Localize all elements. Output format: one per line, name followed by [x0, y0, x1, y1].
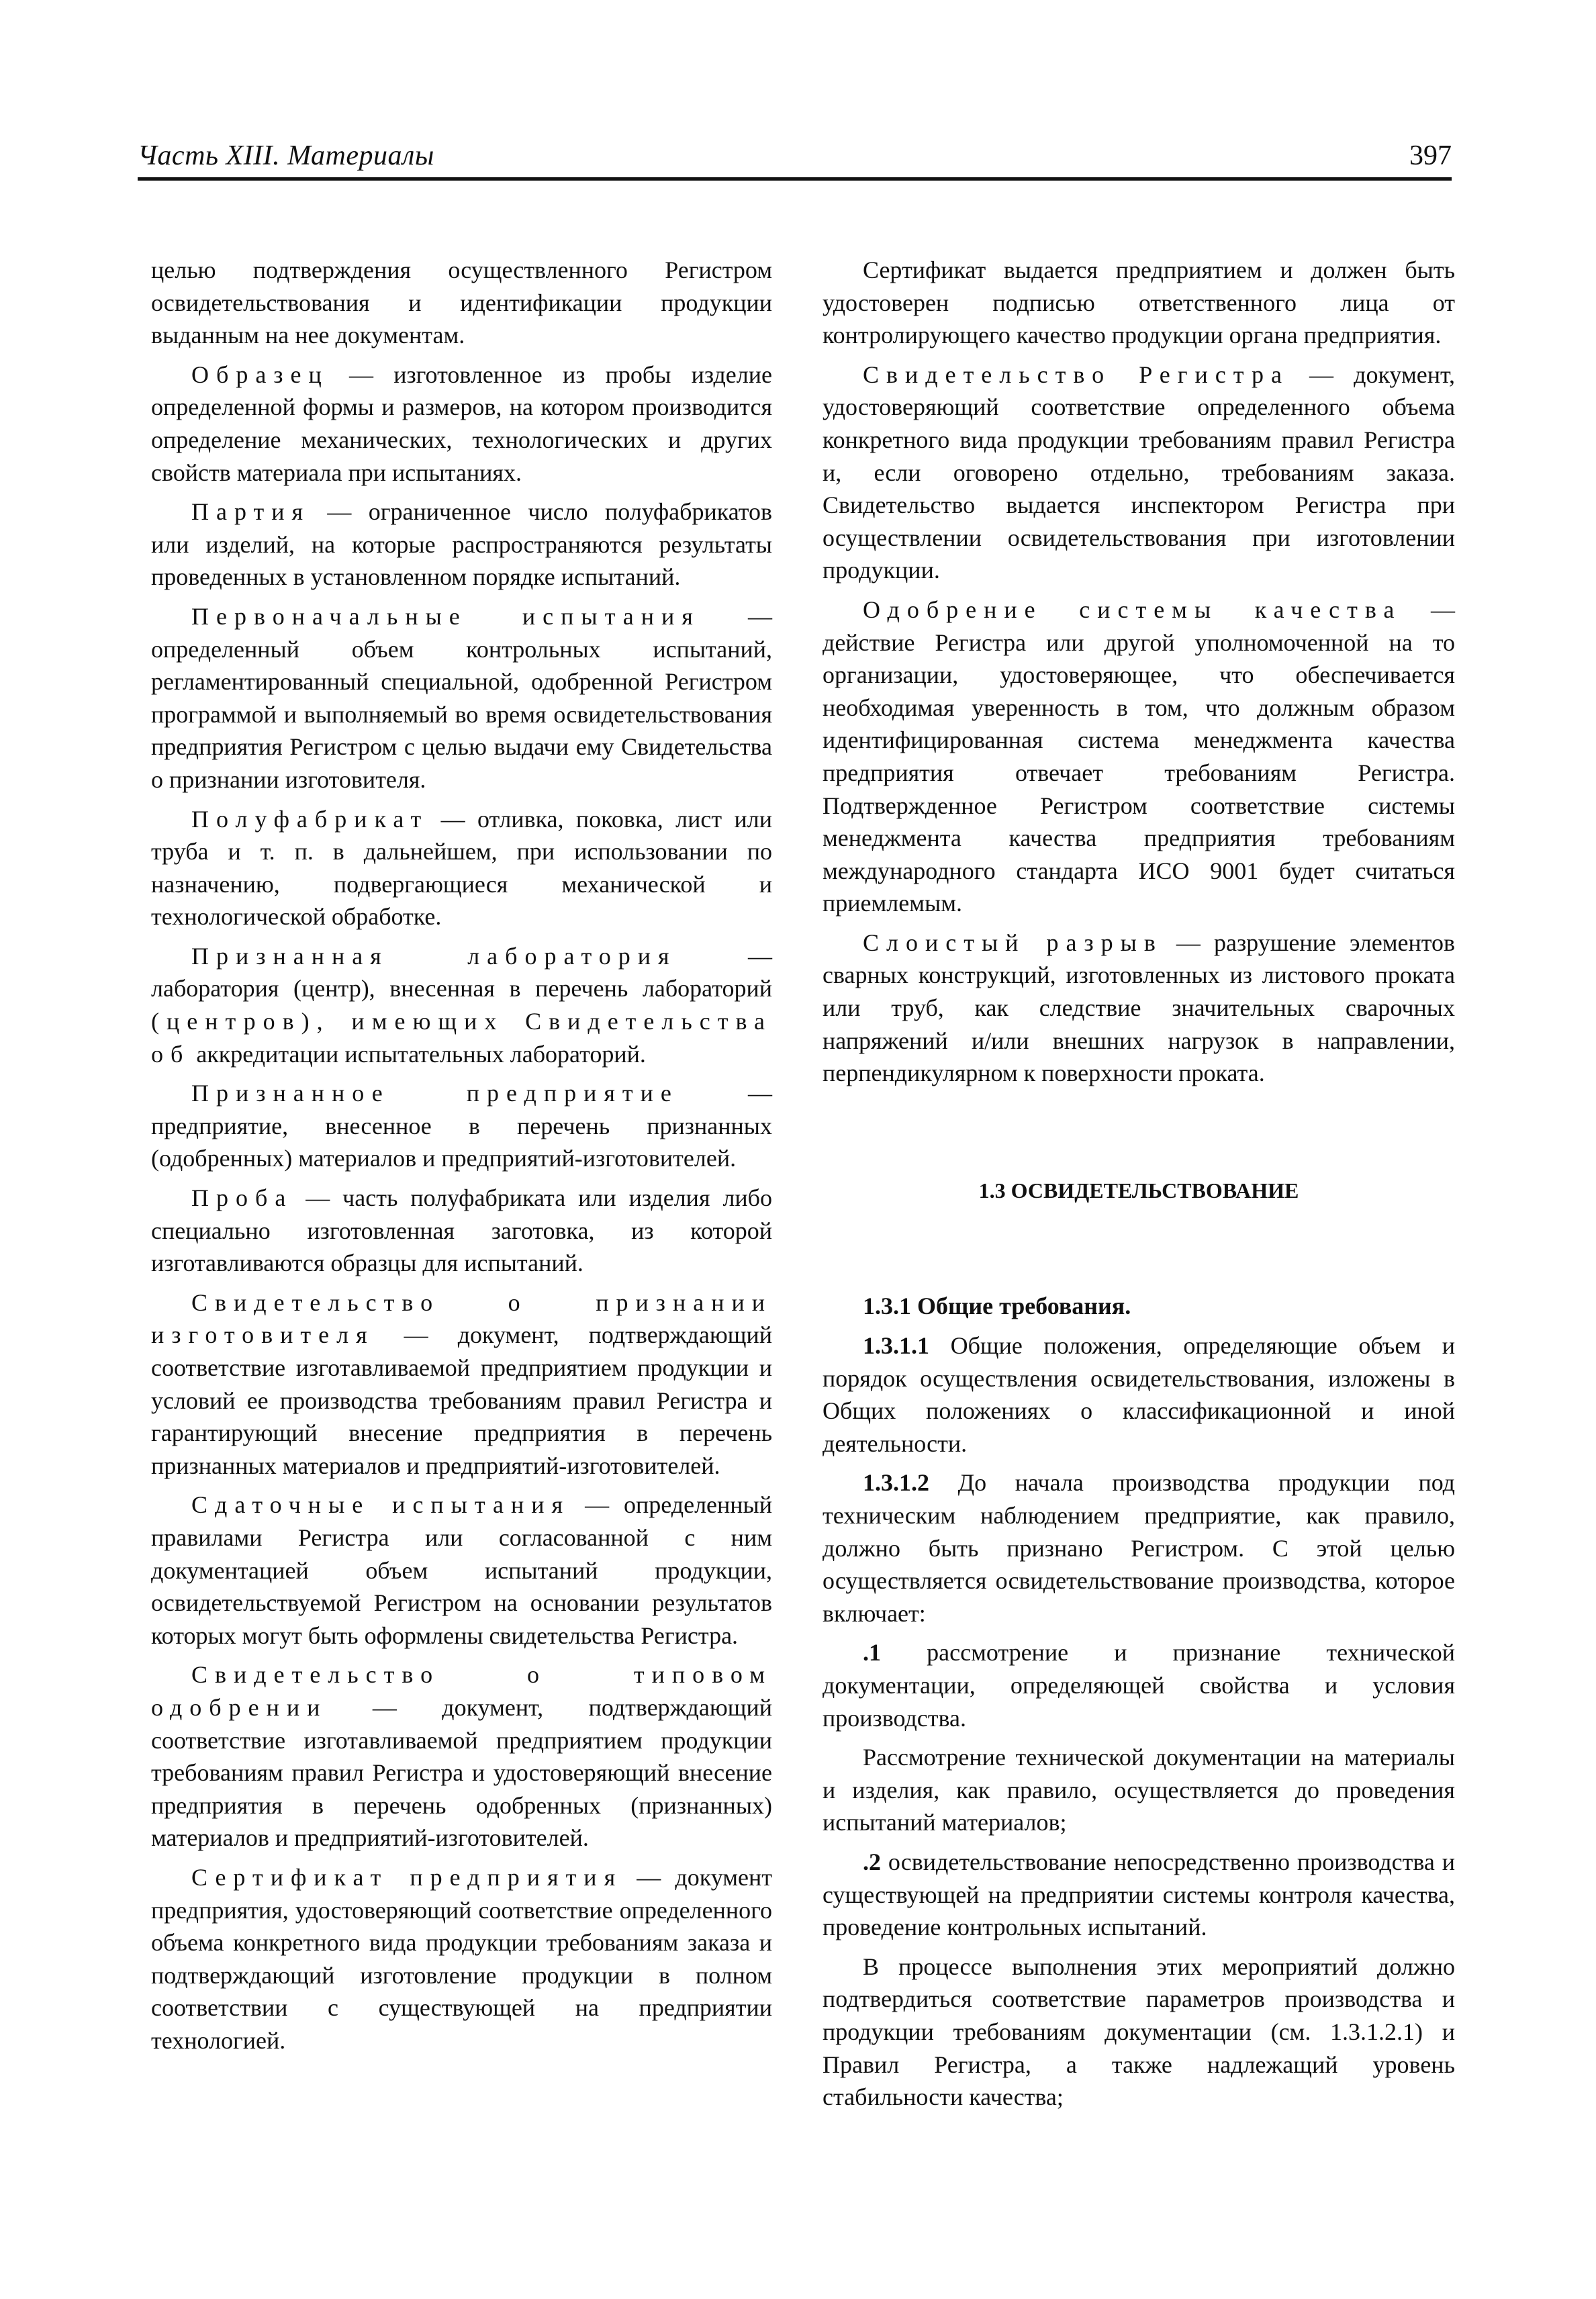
clause-number: 1.3.1.1 — [863, 1332, 929, 1360]
clause-text: Общие положения, определяющие объем и порядок осуществления освидетельствования, изложены в Общих положениях о классификационной и иной деятельности. — [823, 1332, 1455, 1457]
definition-proba — [151, 1182, 772, 1280]
page-number: 397 — [1409, 140, 1452, 171]
definition-text: — документ предприятия, удостоверяющий соответствие определенного объема конкретного вида продукции требованиям заказа и подтверждающий изготовление продукции в полном соответствии с существующей на предприятии технологией. — [151, 1863, 772, 2054]
term: Первоначальные испытания — [191, 602, 700, 630]
section-heading: 1.3 ОСВИДЕТЕЛЬСТВОВАНИЕ — [978, 1178, 1299, 1203]
term: Признанное предприятие — [191, 1080, 679, 1107]
term: Слоистый разрыв — [863, 929, 1163, 956]
definition-priznannaya-laboratoriya — [151, 940, 772, 1070]
definition-sloisty-razryv — [823, 927, 1455, 1090]
definition-priznannoe-predpriyatie — [151, 1077, 772, 1175]
definition-text: — действие Регистра или другой уполномоченной на то организации, удостоверяющее, что обеспечивается необходимая уверенность в том, что должным образом идентифицированная система менеджмента качества предприятия отвечает требованиям Регистра. Подтвержденное Регистром соответствие системы менеджмента качества предприятия требованиям международного стандарта ИСО 9001 будет считаться приемлемым. — [823, 596, 1455, 917]
definition-text: — изготовленное из пробы изделие определенной формы и размеров, на котором производится определение механических, технологических и других свойств материала при испытаниях. — [151, 361, 772, 486]
term: Свидетельство о типовом одобрении — [151, 1661, 772, 1721]
definition-svidetelstvo-o-priznanii — [151, 1286, 772, 1483]
paragraph-conclusion: В процессе выполнения этих мероприятий должно подтвердиться соответствие параметров производства и продукции требованиям документации (см. 1.3.1.2.1) и Правил Регистра, а также надлежащий уровень стабильности качества; — [823, 1953, 1455, 2111]
list-item-2 — [823, 1846, 1455, 1944]
definition-sertifikat-predpriyatiya — [151, 1861, 772, 2057]
subsection-heading: 1.3.1 Общие требования. — [863, 1293, 1131, 1320]
term: Признанная лаборатория — [191, 942, 677, 970]
list-text: рассмотрение и признание технической документации, определяющей свойства и условия производства. — [823, 1639, 1455, 1732]
clause-text: До начала производства продукции под техническим наблюдением предприятие, как правило, должно быть признано Регистром. С этой целью осуществляется освидетельствование производства, которое включает: — [823, 1469, 1455, 1627]
definition-odobrenie-sistemy-kachestva — [823, 594, 1455, 920]
term: Партия — [191, 498, 311, 526]
term: Образец — [191, 361, 329, 388]
list-number: .1 — [863, 1639, 881, 1667]
definition-text: — разрушение элементов сварных конструкций, изготовленных из листового проката или труб, как следствие значительных сварочных напряжений и/или внешних нагрузок в направлении, перпендикулярном к поверхности проката. — [823, 929, 1455, 1087]
term: Сдаточные испытания — [191, 1491, 571, 1519]
paragraph-1-3-1-1 — [823, 1329, 1455, 1460]
term: Свидетельство Регистра — [863, 361, 1289, 388]
definition-partiya — [151, 496, 772, 594]
definition-text: — определенный объем контрольных испытаний, регламентированный специальной, одобренной Регистром программой и выполняемый во время освидетельствования предприятия Регистром с целью выдачи ему Свидетельства о признании изготовителя. — [151, 602, 772, 793]
definition-text: — документ, подтверждающий соответствие изготавливаемой предприятием продукции и условий ее производства требованиям правил Регистра и гарантирующий внесение предприятия в перечень признанных материалов и предприятий-изготовителей. — [151, 1321, 772, 1479]
term: Свидетельство о признании изготовителя — [151, 1288, 772, 1349]
list-text: освидетельствование непосредственно производства и существующей на предприятии системы контроля качества, проведение контрольных испытаний. — [823, 1848, 1455, 1941]
definition-text: — определенный правилами Регистра или согласованной с ним документацией объем испытаний продукции, освидетельствуемой Регистром на основании результатов которых могут быть оформлены свидетельства Регистра. — [151, 1491, 772, 1649]
left-column — [151, 254, 772, 2063]
paragraph-sertifikat-note: Сертификат выдается предприятием и должен быть удостоверен подписью ответственного лица от контролирующего качество продукции органа предприятия. — [823, 256, 1455, 349]
definition-text: — документ, удостоверяющий соответствие определенного объема конкретного вида продукции требованиям правил Регистра и, если оговорено отдельно, требованиям заказа. Свидетельство выдается инспектором Регистра при осуществлении освидетельствования при изготовлении продукции. — [823, 361, 1456, 584]
term-spaced: (центров), имеющих Свидетельства об — [151, 1008, 772, 1068]
paragraph-continuation: целью подтверждения осуществленного Регистром освидетельствования и идентификации продукции выданным на нее документам. — [151, 256, 772, 349]
term: Сертификат предприятия — [191, 1863, 623, 1891]
definition-text: — предприятие, внесенное в перечень признанных (одобренных) материалов и предприятий-изготовителей. — [151, 1080, 772, 1172]
header-title: Часть XIII. Материалы — [138, 140, 434, 171]
definition-sdatochnye-ispytaniya — [151, 1489, 772, 1652]
definition-text: — лаборатория (центр), внесенная в перечень лабораторий — [151, 942, 772, 1002]
list-item-1 — [823, 1636, 1455, 1734]
definition-pervonachalnye-ispytaniya — [151, 600, 772, 796]
list-number: .2 — [863, 1848, 881, 1875]
definition-text: — отливка, поковка, лист или труба и т. п. в дальнейшем, при использовании по назначению, подвергающиеся механической и технологической обработке. — [151, 805, 772, 931]
paragraph-review: Рассмотрение технической документации на материалы и изделия, как правило, осуществляется до проведения испытаний материалов; — [823, 1744, 1455, 1836]
right-column — [823, 254, 1455, 2120]
term: Проба — [191, 1184, 293, 1212]
definition-text: аккредитации испытательных лабораторий. — [190, 1040, 646, 1068]
definition-svidetelstvo-registra — [823, 359, 1455, 587]
term: Одобрение системы качества — [863, 596, 1402, 623]
definition-text: — ограниченное число полуфабрикатов или изделий, на которые распространяются результаты проведенных в установленном порядке испытаний. — [151, 498, 772, 591]
running-header — [138, 134, 1452, 181]
definition-obrazec — [151, 359, 772, 489]
definition-polufabrikat — [151, 803, 772, 933]
definition-text: — часть полуфабриката или изделия либо специально изготовленная заготовка, из которой изготавливаются образцы для испытаний. — [151, 1184, 772, 1277]
clause-number: 1.3.1.2 — [863, 1469, 929, 1497]
definition-text: — документ, подтверждающий соответствие изготавливаемой предприятием продукции требованиям правил Регистра и удостоверяющий внесение предприятия в перечень одобренных (признанных) материалов и предприятий-изготовителей. — [151, 1693, 772, 1852]
paragraph-1-3-1-2 — [823, 1466, 1455, 1630]
term: Полуфабрикат — [191, 805, 429, 833]
definition-svidetelstvo-o-tipovom-odobrenii — [151, 1658, 772, 1855]
